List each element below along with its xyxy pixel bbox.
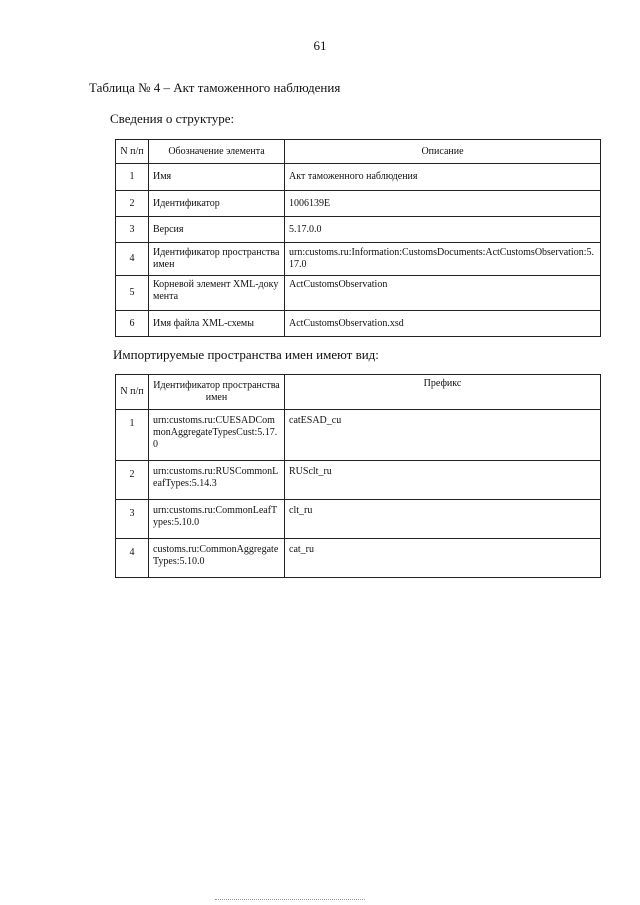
table-row bbox=[116, 500, 601, 539]
namespaces-table bbox=[115, 374, 601, 578]
row-description: 5.17.0.0 bbox=[285, 217, 601, 243]
row-description: Акт таможенного наблюдения bbox=[285, 164, 601, 191]
row-num: 1 bbox=[116, 164, 149, 191]
table-header-row bbox=[116, 375, 601, 410]
row-description: urn:customs.ru:Information:CustomsDocuments:ActCustomsObservation:5.17.0 bbox=[285, 243, 601, 276]
row-element: Версия bbox=[149, 217, 285, 243]
col-header-num: N п/п bbox=[116, 140, 149, 164]
namespaces-heading: Импортируемые пространства имен имеют вид: bbox=[113, 347, 379, 362]
row-description: ActCustomsObservation.xsd bbox=[285, 311, 601, 337]
table-row bbox=[116, 539, 601, 578]
structure-heading: Сведения о структуре: bbox=[110, 111, 235, 126]
row-num: 1 bbox=[116, 410, 149, 461]
page-number: 61 bbox=[313, 38, 327, 53]
table-row bbox=[116, 217, 601, 243]
col-header-namespace: Идентификатор пространства имен bbox=[149, 375, 285, 410]
row-num: 3 bbox=[116, 500, 149, 539]
row-namespace: urn:customs.ru:RUSCommonLeafTypes:5.14.3 bbox=[149, 461, 285, 500]
col-header-num: N п/п bbox=[116, 375, 149, 410]
row-num: 3 bbox=[116, 217, 149, 243]
row-element: Имя файла XML-схемы bbox=[149, 311, 285, 337]
structure-table bbox=[115, 139, 601, 337]
col-header-element: Обозначение элемента bbox=[149, 140, 285, 164]
row-element: Идентификатор пространства имен bbox=[149, 243, 285, 276]
row-num: 2 bbox=[116, 461, 149, 500]
row-prefix: catESAD_cu bbox=[285, 410, 601, 461]
table-row bbox=[116, 164, 601, 191]
row-description: ActCustomsObservation bbox=[285, 276, 601, 311]
table-row bbox=[116, 311, 601, 337]
col-header-prefix: Префикс bbox=[285, 375, 601, 410]
row-num: 2 bbox=[116, 191, 149, 217]
row-element: Имя bbox=[149, 164, 285, 191]
row-num: 5 bbox=[116, 276, 149, 311]
row-num: 4 bbox=[116, 243, 149, 276]
row-prefix: cat_ru bbox=[285, 539, 601, 578]
table-title: Таблица № 4 – Акт таможенного наблюдения bbox=[89, 80, 341, 95]
row-prefix: clt_ru bbox=[285, 500, 601, 539]
table-header-row bbox=[116, 140, 601, 164]
row-num: 4 bbox=[116, 539, 149, 578]
table-row bbox=[116, 191, 601, 217]
row-num: 6 bbox=[116, 311, 149, 337]
table-row bbox=[116, 461, 601, 500]
row-namespace: urn:customs.ru:CUESADCommonAggregateTypesCust:5.17.0 bbox=[149, 410, 285, 461]
row-prefix: RUSclt_ru bbox=[285, 461, 601, 500]
table-row bbox=[116, 276, 601, 311]
row-element: Идентификатор bbox=[149, 191, 285, 217]
table-row bbox=[116, 243, 601, 276]
table-row bbox=[116, 410, 601, 461]
row-namespace: customs.ru:CommonAggregateTypes:5.10.0 bbox=[149, 539, 285, 578]
row-description: 1006139E bbox=[285, 191, 601, 217]
col-header-description: Описание bbox=[285, 140, 601, 164]
row-element: Корневой элемент XML-документа bbox=[149, 276, 285, 311]
footer-divider bbox=[215, 899, 365, 900]
row-namespace: urn:customs.ru:CommonLeafTypes:5.10.0 bbox=[149, 500, 285, 539]
